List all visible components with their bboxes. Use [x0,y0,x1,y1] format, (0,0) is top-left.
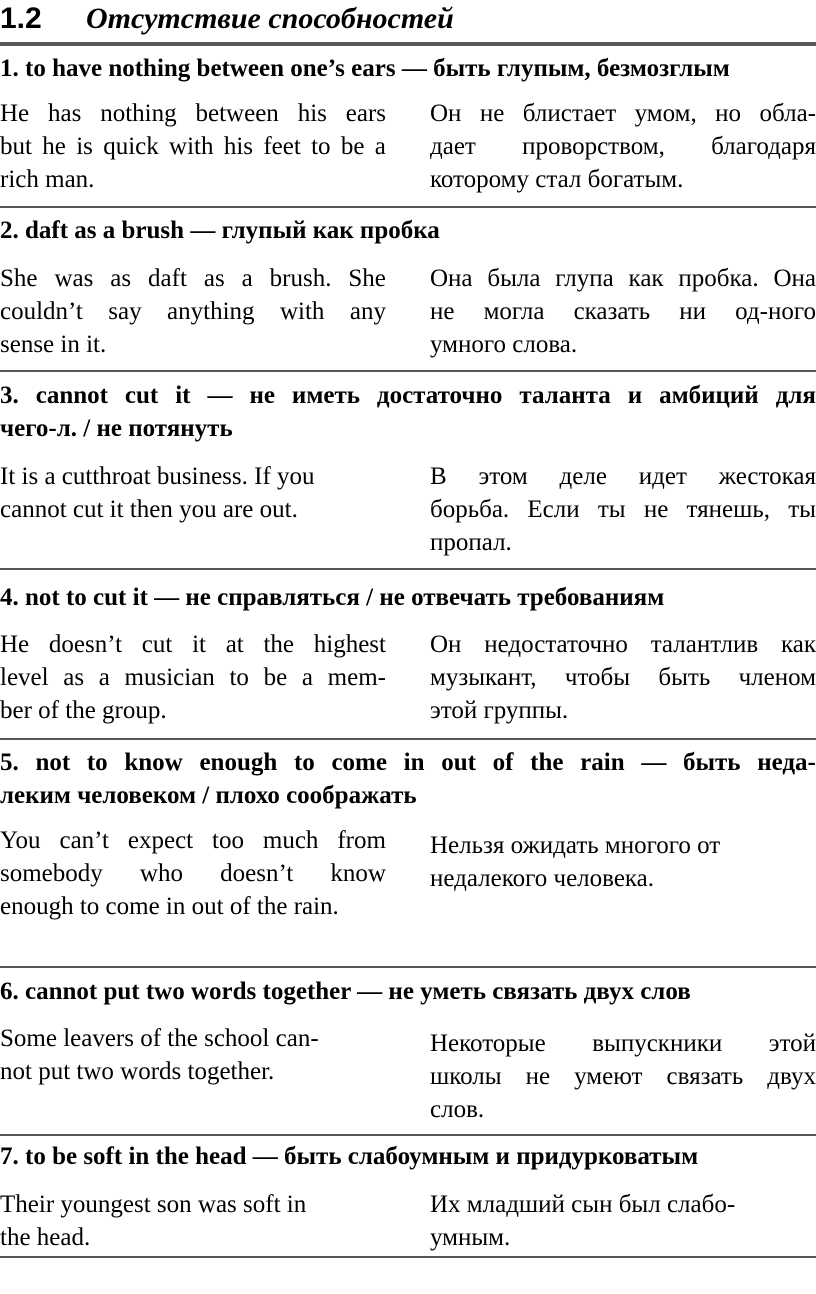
word: not [35,749,71,776]
entry-3-english [0,460,386,526]
section-title: Отсутствие способностей [86,2,454,35]
entry-6-english-line: Some leavers of the school can- [0,1025,319,1052]
word: a [241,265,253,292]
entry-6-heading-line: 6. cannot put two words together — не уметь связать двух слов [0,978,691,1005]
entry-6-russian [430,1027,816,1126]
word: brush. [269,265,332,292]
word: with [279,298,325,325]
word: как [780,631,816,658]
word: rain [580,749,625,776]
entry-6-russian-line [430,1027,816,1060]
entry-2-english-line: sense in it. [0,331,107,358]
word: для [775,382,816,409]
word: ни [679,298,707,325]
entry-4-english-line: ber of the group. [0,697,167,724]
word: musician [124,664,215,691]
entry-2-russian-line [430,295,816,328]
word: daft [148,265,187,292]
entry-4-heading-line: 4. not to cut it — не справляться / не отвечать требованиям [0,584,665,611]
word: couldn’t [0,298,83,325]
entry-5-heading [0,746,816,812]
word: членом [738,664,816,691]
entry-7-english-line: Their youngest son was soft in [0,1191,307,1218]
word: highest [313,631,386,658]
word: between [195,100,279,127]
entry-7-russian-line: умным. [430,1224,511,1251]
word: he [42,133,66,160]
word: cannot [35,382,108,409]
word: выпускники [592,1030,723,1057]
entry-1-heading-line: 1. to have nothing between one’s ears — быть глупым, безмозглым [0,55,730,82]
word: his [297,100,327,127]
word: can’t [59,827,109,854]
word: cut [141,631,173,658]
entry-2-heading-line: 2. daft as a brush — глупый как пробка [0,217,440,244]
word: пробка. [678,265,759,292]
word: as [203,265,225,292]
word: with [169,133,214,160]
word: глупа [555,265,614,292]
word: much [262,827,319,854]
word: to [311,133,331,160]
word: enough [199,749,278,776]
word: обла- [759,100,816,127]
entry-3-russian [430,460,816,559]
word: сказать [573,298,651,325]
entry-6-russian-line: слов. [430,1096,485,1123]
entry-6-english-line: not put two words together. [0,1058,275,1085]
entry-6-heading [0,975,816,1008]
word: жестокая [718,463,816,490]
word: школы [430,1063,502,1090]
entry-5-russian [430,829,816,895]
entry-divider [0,370,816,372]
word: anything [167,298,255,325]
word: a [374,133,386,160]
word: могла [483,298,545,325]
entry-1-english-line [0,97,386,130]
entry-5-heading-line: леким человеком / плохо соображать [0,782,417,809]
word: 5. [0,749,19,776]
word: be [263,664,288,691]
entry-5-english [0,824,386,923]
word: level [0,664,49,691]
word: талантлив [650,631,759,658]
word: не [479,100,505,127]
word: to [86,749,108,776]
word: и [627,382,643,409]
word: таланта [519,382,611,409]
word: быть [658,664,711,691]
entry-3-heading-line [0,379,816,412]
word: doesn’t [48,631,123,658]
word: этом [478,463,528,490]
word: come [331,749,387,776]
word: ears [345,100,386,127]
word: somebody [0,860,103,887]
word: the [263,631,295,658]
entry-6-russian-line [430,1060,816,1093]
word: Если [527,496,580,523]
word: who [139,860,183,887]
entry-1-russian [430,97,816,196]
word: быть [683,749,741,776]
entry-divider [0,568,816,570]
word: You [0,827,41,854]
entry-5-english-line: enough to come in out of the rain. [0,893,339,920]
entry-5-russian-line: недалекого человека. [430,865,655,892]
word: иметь [291,382,360,409]
word: не [430,298,455,325]
entry-7-heading-line: 7. to be soft in the head — быть слабоумным и придурковатым [0,1143,699,1170]
word: in [403,749,425,776]
word: — [641,749,667,776]
section-header [0,0,816,40]
word: expect [127,827,194,854]
word: Некоторые [430,1030,546,1057]
word: feet [263,133,301,160]
entry-4-english-line [0,661,386,694]
word: не [249,382,275,409]
word: недостаточно [484,631,628,658]
word: a [301,664,313,691]
word: was [54,265,94,292]
word: неда- [757,749,816,776]
word: know [330,860,386,887]
entry-4-heading [0,581,816,614]
word: doesn’t [220,860,294,887]
entry-4-russian-line [430,661,816,694]
entry-2-russian [430,262,816,361]
entry-2-russian-line: умного слова. [430,331,578,358]
entry-5-english-line [0,824,386,857]
word: from [337,827,386,854]
word: any [349,298,386,325]
word: as [63,664,85,691]
word: is [76,133,93,160]
word: амбиций [659,382,759,409]
word: Он [430,631,462,658]
word: out [441,749,476,776]
word: but [0,133,32,160]
entry-2-english [0,262,386,361]
word: умеют [574,1063,643,1090]
word: it [175,382,191,409]
word: двух [767,1063,816,1090]
entry-3-heading [0,379,816,445]
entry-7-english [0,1188,386,1254]
word: не [643,496,669,523]
word: достаточно [376,382,503,409]
word: Она [773,265,816,292]
word: но [715,100,742,127]
word: He [0,631,30,658]
entry-3-russian-line [430,460,816,493]
entry-1-heading [0,52,816,85]
title-divider [0,42,816,46]
word: В [430,463,447,490]
word: Он [430,100,462,127]
word: музыкант, [430,664,537,691]
entry-1-english-line [0,130,386,163]
entry-5-english-line [0,857,386,890]
word: была [487,265,541,292]
word: деле [559,463,607,490]
entry-2-english-line [0,262,386,295]
word: од-ного [735,298,816,325]
word: чтобы [564,664,631,691]
word: ты [597,496,626,523]
word: этой [768,1030,816,1057]
word: the [530,749,564,776]
word: не [525,1063,551,1090]
entry-2-english-line [0,295,386,328]
word: too [212,827,244,854]
entry-3-heading-line: чего-л. / не потянуть [0,415,233,442]
word: at [225,631,244,658]
entry-4-russian-line: этой группы. [430,697,569,724]
word: связать [666,1063,744,1090]
entry-2-russian-line [430,262,816,295]
entry-4-english-line [0,628,386,661]
word: тянешь, [686,496,770,523]
word: She [348,265,386,292]
entry-3-russian-line [430,493,816,526]
entry-4-english [0,628,386,727]
word: cut [124,382,159,409]
word: to [229,664,249,691]
word: — [207,382,233,409]
word: She [0,265,38,292]
entry-2-heading [0,214,816,247]
word: has [48,100,82,127]
entry-7-russian [430,1188,816,1254]
entry-3-english-line: cannot cut it then you are out. [0,496,298,523]
word: Она [430,265,473,292]
entry-7-russian-line: Их младший сын был слабо- [430,1191,736,1218]
entry-5-russian-line: Нельзя ожидать многого от [430,832,721,859]
word: как [628,265,664,292]
entry-6-english [0,1022,386,1088]
word: it [192,631,206,658]
word: a [98,664,110,691]
entry-1-russian-line: которому стал богатым. [430,166,684,193]
word: проворством, [522,133,665,160]
entry-4-russian [430,628,816,727]
word: know [124,749,183,776]
entry-divider [0,966,816,968]
word: nothing [100,100,177,127]
entry-7-heading [0,1140,816,1173]
word: his [223,133,253,160]
word: say [108,298,142,325]
word: as [110,265,132,292]
entry-3-russian-line: пропал. [430,529,512,556]
word: of [492,749,514,776]
word: to [293,749,315,776]
entry-divider [0,206,816,208]
word: умом, [634,100,697,127]
bottom-divider [0,1256,816,1258]
word: mem- [327,664,386,691]
word: quick [103,133,159,160]
word: благодаря [711,133,816,160]
word: be [340,133,365,160]
entry-4-russian-line [430,628,816,661]
word: He [0,100,30,127]
entry-1-russian-line [430,130,816,163]
entry-7-english-line: the head. [0,1224,91,1251]
entry-5-heading-line [0,746,816,779]
entry-divider [0,738,816,740]
entry-1-english-line: rich man. [0,166,95,193]
word: дает [430,133,476,160]
word: борьба. [430,496,510,523]
word: блистает [522,100,617,127]
entry-3-english-line: It is a cutthroat business. If you [0,463,315,490]
word: 3. [0,382,19,409]
word: ты [788,496,816,523]
entry-1-russian-line [430,97,816,130]
word: идет [638,463,687,490]
section-number: 1.2 [0,2,42,35]
entry-divider [0,1134,816,1136]
entry-1-english [0,97,386,196]
